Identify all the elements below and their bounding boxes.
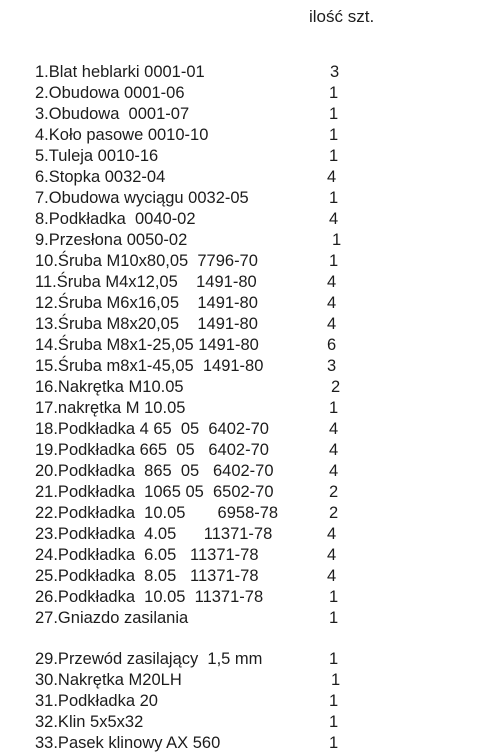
part-quantity: 4: [327, 294, 337, 312]
part-quantity: 1: [329, 692, 339, 710]
list-item: [0, 461, 492, 482]
part-quantity: 1: [329, 713, 339, 731]
part-quantity: 2: [331, 378, 341, 396]
part-quantity: 1: [329, 126, 339, 144]
part-name: 11.Śruba M4x12,05 1491-80: [35, 273, 257, 291]
part-quantity: 4: [329, 441, 339, 459]
part-quantity: 1: [329, 399, 339, 417]
part-name: 12.Śruba M6x16,05 1491-80: [35, 294, 258, 312]
part-quantity: 4: [329, 420, 339, 438]
part-name: 8.Podkładka 0040-02: [35, 210, 196, 228]
list-item: [0, 670, 492, 691]
list-item: [0, 524, 492, 545]
list-item: [0, 83, 492, 104]
list-item: [0, 335, 492, 356]
part-name: 20.Podkładka 865 05 6402-70: [35, 462, 274, 480]
list-item: [0, 733, 492, 754]
part-quantity: 3: [327, 357, 337, 375]
part-name: 21.Podkładka 1065 05 6502-70: [35, 483, 274, 501]
list-item: [0, 440, 492, 461]
part-quantity: 1: [329, 147, 339, 165]
part-quantity: 4: [327, 168, 337, 186]
part-name: 4.Koło pasowe 0010-10: [35, 126, 209, 144]
part-quantity: 1: [329, 588, 339, 606]
part-name: 13.Śruba M8x20,05 1491-80: [35, 315, 258, 333]
list-item: [0, 398, 492, 419]
part-quantity: 4: [327, 315, 337, 333]
part-name: 26.Podkładka 10.05 11371-78: [35, 588, 264, 606]
part-name: 15.Śruba m8x1-45,05 1491-80: [35, 357, 264, 375]
part-quantity: 1: [329, 252, 339, 270]
list-item: [0, 314, 492, 335]
part-name: 32.Klin 5x5x32: [35, 713, 144, 731]
part-name: 19.Podkładka 665 05 6402-70: [35, 441, 269, 459]
part-name: 5.Tuleja 0010-16: [35, 147, 159, 165]
list-item: [0, 251, 492, 272]
part-name: 31.Podkładka 20: [35, 692, 158, 710]
part-quantity: 1: [329, 609, 339, 627]
part-name: 25.Podkładka 8.05 11371-78: [35, 567, 259, 585]
part-name: 30.Nakrętka M20LH: [35, 671, 182, 689]
part-name: 9.Przesłona 0050-02: [35, 231, 188, 249]
list-item: [0, 188, 492, 209]
part-quantity: 4: [329, 462, 339, 480]
part-quantity: 6: [327, 336, 337, 354]
quantity-column-header: ilość szt.: [309, 7, 375, 26]
list-item: [0, 712, 492, 733]
part-name: 24.Podkładka 6.05 11371-78: [35, 546, 259, 564]
part-quantity: 4: [327, 525, 337, 543]
part-name: 16.Nakrętka M10.05: [35, 378, 184, 396]
part-name: 18.Podkładka 4 65 05 6402-70: [35, 420, 269, 438]
list-item: [0, 566, 492, 587]
list-item: [0, 587, 492, 608]
list-item: [0, 146, 492, 167]
part-name: 6.Stopka 0032-04: [35, 168, 166, 186]
part-name: 14.Śruba M8x1-25,05 1491-80: [35, 336, 259, 354]
part-name: 1.Blat heblarki 0001-01: [35, 63, 205, 81]
part-name: 2.Obudowa 0001-06: [35, 84, 185, 102]
list-item: [0, 209, 492, 230]
part-name: 29.Przewód zasilający 1,5 mm: [35, 650, 263, 668]
list-item: [0, 125, 492, 146]
list-item: [0, 167, 492, 188]
part-quantity: 3: [330, 63, 340, 81]
part-name: 22.Podkładka 10.05 6958-78: [35, 504, 279, 522]
part-quantity: 1: [329, 734, 339, 752]
list-item: [0, 545, 492, 566]
part-quantity: 1: [331, 671, 341, 689]
part-quantity: 1: [329, 84, 339, 102]
part-quantity: 1: [329, 189, 339, 207]
part-name: 33.Pasek klinowy AX 560: [35, 734, 221, 752]
part-quantity: 4: [327, 273, 337, 291]
part-quantity: 4: [329, 210, 339, 228]
part-quantity: 2: [329, 483, 339, 501]
list-item: [0, 62, 492, 83]
part-name: 10.Śruba M10x80,05 7796-70: [35, 252, 258, 270]
part-name: 7.Obudowa wyciągu 0032-05: [35, 189, 249, 207]
list-item: [0, 230, 492, 251]
part-quantity: 4: [327, 546, 337, 564]
list-item: [0, 503, 492, 524]
list-item: [0, 104, 492, 125]
part-quantity: 1: [329, 650, 339, 668]
list-item: [0, 482, 492, 503]
list-item: [0, 377, 492, 398]
part-quantity: 4: [327, 567, 337, 585]
part-name: 23.Podkładka 4.05 11371-78: [35, 525, 273, 543]
list-item: [0, 608, 492, 629]
part-quantity: 2: [329, 504, 339, 522]
list-item: [0, 691, 492, 712]
part-name: 17.nakrętka M 10.05: [35, 399, 186, 417]
part-quantity: 1: [329, 105, 339, 123]
part-name: 3.Obudowa 0001-07: [35, 105, 190, 123]
part-name: 27.Gniazdo zasilania: [35, 609, 189, 627]
list-item: [0, 419, 492, 440]
list-item: [0, 649, 492, 670]
list-item: [0, 272, 492, 293]
list-item: [0, 293, 492, 314]
list-item: [0, 356, 492, 377]
part-quantity: 1: [332, 231, 342, 249]
